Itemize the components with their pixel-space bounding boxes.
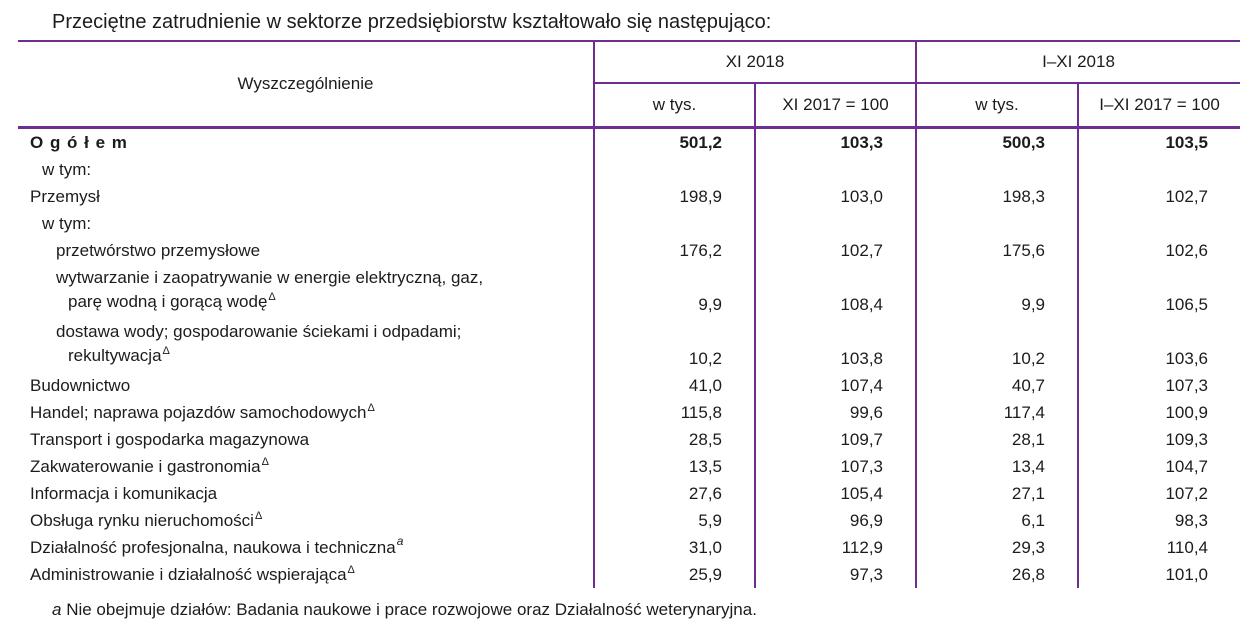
row-label-line (56, 290, 593, 314)
value-ixi2018-index: 107,2 (1078, 480, 1240, 507)
row-label-text: Działalność profesjonalna, naukowa i techniczna (30, 537, 396, 557)
value-ixi2018-thousands: 29,3 (916, 534, 1078, 561)
value-xi2018-thousands: 176,2 (594, 237, 755, 264)
table-row-subheading (18, 210, 1240, 237)
value-xi2018-thousands: 27,6 (594, 480, 755, 507)
row-label-text: rekultywacja (68, 346, 162, 365)
value-ixi2018-index: 100,9 (1078, 399, 1240, 426)
table-row-subheading (18, 156, 1240, 183)
empty-cell (1078, 156, 1240, 183)
table-header (18, 41, 1240, 128)
value-ixi2018-index: 107,3 (1078, 372, 1240, 399)
value-ixi2018-thousands: 28,1 (916, 426, 1078, 453)
value-ixi2018-index: 104,7 (1078, 453, 1240, 480)
footnote-marker-delta: Δ (268, 291, 276, 304)
value-ixi2018-thousands: 10,2 (916, 318, 1078, 372)
row-label (18, 264, 594, 318)
table-footnote (52, 597, 757, 623)
value-xi2018-index: 103,8 (755, 318, 916, 372)
footnote-marker-delta: Δ (162, 345, 170, 358)
value-ixi2018-thousands: 6,1 (916, 507, 1078, 534)
value-ixi2018-thousands: 13,4 (916, 453, 1078, 480)
row-label: Informacja i komunikacja (30, 483, 218, 503)
table-row-information (18, 480, 1240, 507)
value-xi2018-thousands: 198,9 (594, 183, 755, 210)
row-label: w tym: (42, 213, 92, 233)
row-label (18, 318, 594, 372)
value-ixi2018-index: 109,3 (1078, 426, 1240, 453)
header-group-ixi2018: I–XI 2018 (916, 41, 1240, 83)
row-label-text: Handel; naprawa pojazdów samochodowych (30, 402, 367, 422)
value-xi2018-index: 99,6 (755, 399, 916, 426)
header-col-ixi2018-index: I–XI 2017 = 100 (1078, 83, 1240, 128)
table-row-real-estate (18, 507, 1240, 534)
footnote-marker-delta: Δ (261, 455, 269, 468)
table-row-administration (18, 561, 1240, 588)
row-label (18, 399, 594, 426)
empty-cell (1078, 210, 1240, 237)
header-col-ixi2018-thousands: w tys. (916, 83, 1078, 128)
header-group-xi2018: XI 2018 (594, 41, 916, 83)
value-xi2018-index: 102,7 (755, 237, 916, 264)
value-xi2018-thousands: 28,5 (594, 426, 755, 453)
value-ixi2018-index: 103,6 (1078, 318, 1240, 372)
value-ixi2018-thousands: 175,6 (916, 237, 1078, 264)
value-ixi2018-thousands: 26,8 (916, 561, 1078, 588)
table-row-water-supply (18, 318, 1240, 372)
empty-cell (755, 156, 916, 183)
table-row-total (18, 128, 1240, 157)
table-intro-title: Przeciętne zatrudnienie w sektorze przedsiębiorstw kształtowało się następująco: (52, 11, 772, 33)
row-label: O g ó ł e m (30, 132, 128, 152)
value-xi2018-thousands: 5,9 (594, 507, 755, 534)
value-ixi2018-index: 103,5 (1078, 128, 1240, 157)
value-xi2018-thousands: 9,9 (594, 264, 755, 318)
empty-cell (916, 210, 1078, 237)
table-row-construction (18, 372, 1240, 399)
table-row-accommodation (18, 453, 1240, 480)
value-xi2018-index: 97,3 (755, 561, 916, 588)
row-label: przetwórstwo przemysłowe (56, 240, 261, 260)
value-ixi2018-thousands: 117,4 (916, 399, 1078, 426)
value-xi2018-thousands: 10,2 (594, 318, 755, 372)
value-xi2018-thousands: 25,9 (594, 561, 755, 588)
value-xi2018-index: 109,7 (755, 426, 916, 453)
row-label (18, 561, 594, 588)
value-xi2018-index: 107,4 (755, 372, 916, 399)
table-row-industry (18, 183, 1240, 210)
value-ixi2018-index: 98,3 (1078, 507, 1240, 534)
table-row-transport (18, 426, 1240, 453)
value-xi2018-index: 96,9 (755, 507, 916, 534)
value-ixi2018-index: 102,7 (1078, 183, 1240, 210)
value-ixi2018-thousands: 198,3 (916, 183, 1078, 210)
value-xi2018-index: 108,4 (755, 264, 916, 318)
row-label (18, 453, 594, 480)
header-col-xi2018-thousands: w tys. (594, 83, 755, 128)
value-xi2018-thousands: 31,0 (594, 534, 755, 561)
header-stub: Wyszczególnienie (18, 41, 594, 128)
row-label: Budownictwo (30, 375, 131, 395)
value-xi2018-index: 103,3 (755, 128, 916, 157)
empty-cell (594, 156, 755, 183)
value-ixi2018-thousands: 27,1 (916, 480, 1078, 507)
footnote-marker: a (52, 600, 62, 619)
row-label-line: wytwarzanie i zaopatrywanie w energie elektryczną, gaz, (56, 268, 484, 287)
row-label-text: Administrowanie i działalność wspierająca (30, 564, 347, 584)
value-xi2018-thousands: 115,8 (594, 399, 755, 426)
empty-cell (755, 210, 916, 237)
value-xi2018-index: 112,9 (755, 534, 916, 561)
value-ixi2018-index: 110,4 (1078, 534, 1240, 561)
header-row-groups (18, 41, 1240, 83)
table-body (18, 128, 1240, 589)
row-label: Przemysł (30, 186, 100, 206)
value-ixi2018-index: 102,6 (1078, 237, 1240, 264)
row-label-line: dostawa wody; gospodarowanie ściekami i odpadami; (56, 322, 462, 341)
value-xi2018-thousands: 41,0 (594, 372, 755, 399)
value-xi2018-index: 103,0 (755, 183, 916, 210)
footnote-marker-a: a (396, 534, 404, 549)
value-ixi2018-thousands: 500,3 (916, 128, 1078, 157)
row-label-text: parę wodną i gorącą wodę (68, 292, 268, 311)
value-xi2018-thousands: 501,2 (594, 128, 755, 157)
table-row-energy-supply (18, 264, 1240, 318)
row-label-text: Obsługa rynku nieruchomości (30, 510, 254, 530)
table-row-professional (18, 534, 1240, 561)
row-label: Transport i gospodarka magazynowa (30, 429, 310, 449)
value-ixi2018-index: 101,0 (1078, 561, 1240, 588)
employment-table (18, 40, 1240, 588)
row-label (18, 534, 594, 561)
value-xi2018-index: 105,4 (755, 480, 916, 507)
row-label: w tym: (42, 159, 92, 179)
footnote-marker-delta: Δ (347, 563, 355, 576)
row-label-text: Zakwaterowanie i gastronomia (30, 456, 261, 476)
value-xi2018-thousands: 13,5 (594, 453, 755, 480)
row-label (18, 507, 594, 534)
header-col-xi2018-index: XI 2017 = 100 (755, 83, 916, 128)
empty-cell (594, 210, 755, 237)
footnote-text: Nie obejmuje działów: Badania naukowe i prace rozwojowe oraz Działalność weterynaryjna. (66, 600, 757, 619)
footnote-marker-delta: Δ (254, 509, 263, 522)
value-xi2018-index: 107,3 (755, 453, 916, 480)
empty-cell (916, 156, 1078, 183)
value-ixi2018-thousands: 40,7 (916, 372, 1078, 399)
table-row-manufacturing (18, 237, 1240, 264)
row-label-line (56, 344, 593, 368)
table-row-trade (18, 399, 1240, 426)
value-ixi2018-index: 106,5 (1078, 264, 1240, 318)
footnote-marker-delta: Δ (367, 401, 375, 414)
value-ixi2018-thousands: 9,9 (916, 264, 1078, 318)
